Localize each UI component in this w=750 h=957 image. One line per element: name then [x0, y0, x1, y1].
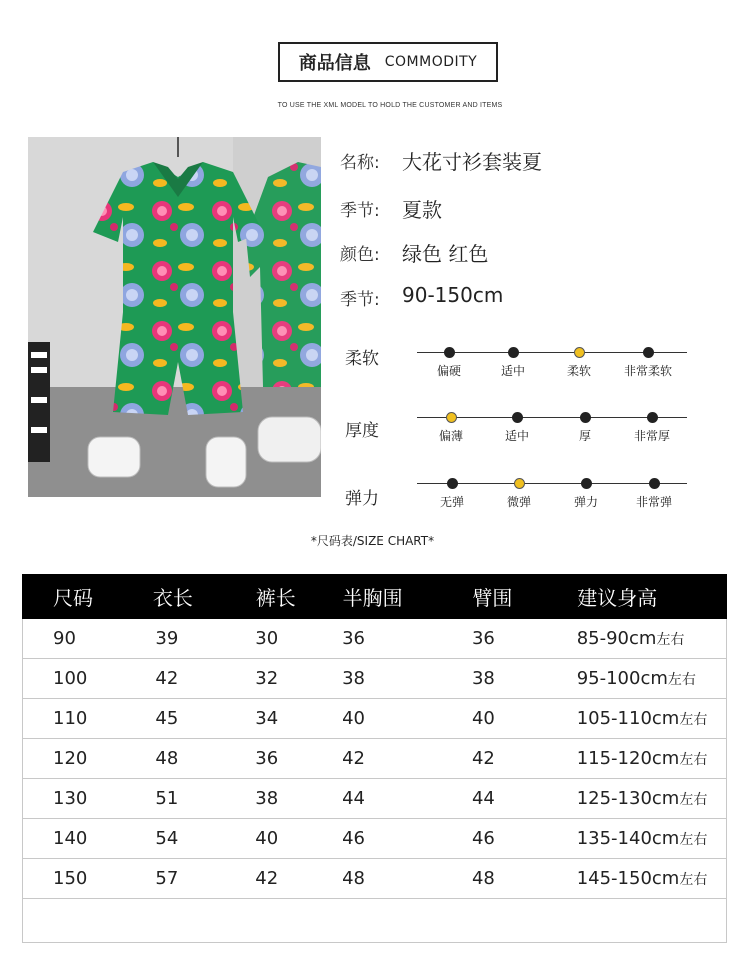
- section-subtitle: TO USE THE XML MODEL TO HOLD THE CUSTOMER AND ITEMS: [277, 102, 503, 109]
- table-cell: 30: [217, 619, 342, 659]
- table-cell: 51: [127, 779, 217, 819]
- table-cell: 40: [217, 819, 342, 859]
- info-label: 名称:: [340, 153, 380, 173]
- scale-option: 适中: [500, 364, 526, 378]
- height-value: 95-100cm: [576, 668, 668, 689]
- scale-dot: [649, 478, 660, 489]
- scale-dot-selected: [514, 478, 525, 489]
- table-cell: [577, 859, 727, 899]
- height-suffix: 左右: [667, 672, 696, 688]
- scale-dot: [647, 412, 658, 423]
- table-cell: 36: [342, 619, 427, 659]
- column-header: 裤长: [217, 575, 342, 619]
- scale-option: 适中: [504, 429, 530, 443]
- height-suffix: 左右: [679, 752, 708, 768]
- scale-dot: [580, 412, 591, 423]
- table-cell: 40: [342, 699, 427, 739]
- scale-option: 厚: [578, 429, 592, 443]
- scale-option: 非常厚: [633, 429, 671, 443]
- scale-dot: [512, 412, 523, 423]
- table-cell: 48: [127, 739, 217, 779]
- column-header: 尺码: [23, 575, 128, 619]
- section-title-en: COMMODITY: [384, 54, 478, 70]
- table-cell: 48: [342, 859, 427, 899]
- table-cell: [577, 739, 727, 779]
- floral-shirt-shorts-set-photo: [28, 137, 321, 497]
- table-cell: [577, 779, 727, 819]
- height-suffix: 左右: [656, 632, 685, 648]
- table-cell: 42: [217, 859, 342, 899]
- table-cell: 34: [217, 699, 342, 739]
- height-suffix: 左右: [679, 792, 708, 808]
- height-value: 85-90cm: [576, 628, 657, 649]
- table-cell: 45: [127, 699, 217, 739]
- table-cell: 130: [23, 779, 128, 819]
- scale-dot: [643, 347, 654, 358]
- info-value: 大花寸衫套装夏: [402, 150, 542, 174]
- section-title-cn: 商品信息: [298, 53, 371, 74]
- table-cell: [577, 659, 727, 699]
- scale-option: 偏薄: [438, 429, 464, 443]
- size-chart-title: *尺码表/SIZE CHART*: [310, 534, 435, 548]
- table-cell: 38: [427, 659, 577, 699]
- scale-title: 弹力: [345, 489, 379, 509]
- info-label: 季节:: [340, 201, 380, 221]
- table-cell: 36: [427, 619, 577, 659]
- table-cell: 42: [127, 659, 217, 699]
- table-row: [23, 859, 727, 899]
- table-cell: 39: [127, 619, 217, 659]
- table-row: [23, 819, 727, 859]
- table-cell: 32: [217, 659, 342, 699]
- table-cell: 38: [217, 779, 342, 819]
- table-row: [23, 619, 727, 659]
- scale-option: 无弹: [439, 495, 465, 509]
- scale-title: 厚度: [345, 421, 379, 441]
- section-header: [278, 42, 498, 82]
- table-cell: [577, 819, 727, 859]
- scale-dot: [581, 478, 592, 489]
- column-header: 半胸围: [342, 575, 427, 619]
- thickness-scale: [345, 412, 690, 452]
- table-cell: 54: [127, 819, 217, 859]
- table-cell: [23, 899, 727, 943]
- scale-option: 偏硬: [436, 364, 462, 378]
- elasticity-scale: [345, 478, 690, 518]
- scale-dot: [444, 347, 455, 358]
- height-value: 105-110cm: [576, 708, 680, 729]
- scale-dot-selected: [446, 412, 457, 423]
- scale-dot: [508, 347, 519, 358]
- table-cell: [577, 619, 727, 659]
- scale-dot-selected: [574, 347, 585, 358]
- table-cell: 40: [427, 699, 577, 739]
- height-suffix: 左右: [679, 832, 708, 848]
- scale-option: 非常柔软: [623, 364, 673, 378]
- scale-option: 微弹: [506, 495, 532, 509]
- table-cell: 36: [217, 739, 342, 779]
- table-cell: 46: [427, 819, 577, 859]
- table-cell: 100: [23, 659, 128, 699]
- table-cell: 57: [127, 859, 217, 899]
- table-cell: 46: [342, 819, 427, 859]
- scale-option: 柔软: [566, 364, 592, 378]
- scale-option: 弹力: [573, 495, 599, 509]
- softness-scale: [345, 347, 690, 387]
- info-value: 绿色 红色: [402, 242, 489, 266]
- table-cell: 120: [23, 739, 128, 779]
- info-value: 90-150cm: [402, 283, 504, 307]
- height-value: 135-140cm: [576, 828, 680, 849]
- height-suffix: 左右: [679, 712, 708, 728]
- table-empty-row: [23, 899, 727, 943]
- table-cell: 140: [23, 819, 128, 859]
- info-value: 夏款: [402, 198, 442, 222]
- scale-option: 非常弹: [635, 495, 673, 509]
- height-value: 125-130cm: [576, 788, 680, 809]
- table-cell: 44: [342, 779, 427, 819]
- table-cell: 44: [427, 779, 577, 819]
- table-row: [23, 779, 727, 819]
- table-cell: 42: [427, 739, 577, 779]
- table-cell: 90: [23, 619, 128, 659]
- height-value: 145-150cm: [576, 868, 680, 889]
- table-row: [23, 739, 727, 779]
- table-header-row: [23, 575, 727, 619]
- product-photo: [28, 137, 321, 497]
- column-header: 臂围: [427, 575, 577, 619]
- scale-dot: [447, 478, 458, 489]
- size-chart-table: [22, 574, 727, 943]
- table-row: [23, 699, 727, 739]
- table-row: [23, 659, 727, 699]
- table-cell: 150: [23, 859, 128, 899]
- height-value: 115-120cm: [576, 748, 680, 769]
- table-cell: 48: [427, 859, 577, 899]
- table-cell: 110: [23, 699, 128, 739]
- info-label: 颜色:: [340, 245, 380, 265]
- height-suffix: 左右: [679, 872, 708, 888]
- column-header: 衣长: [127, 575, 217, 619]
- table-cell: 38: [342, 659, 427, 699]
- column-header: 建议身高: [577, 575, 727, 619]
- info-label: 季节:: [340, 290, 380, 310]
- scale-title: 柔软: [345, 349, 379, 369]
- table-cell: [577, 699, 727, 739]
- table-cell: 42: [342, 739, 427, 779]
